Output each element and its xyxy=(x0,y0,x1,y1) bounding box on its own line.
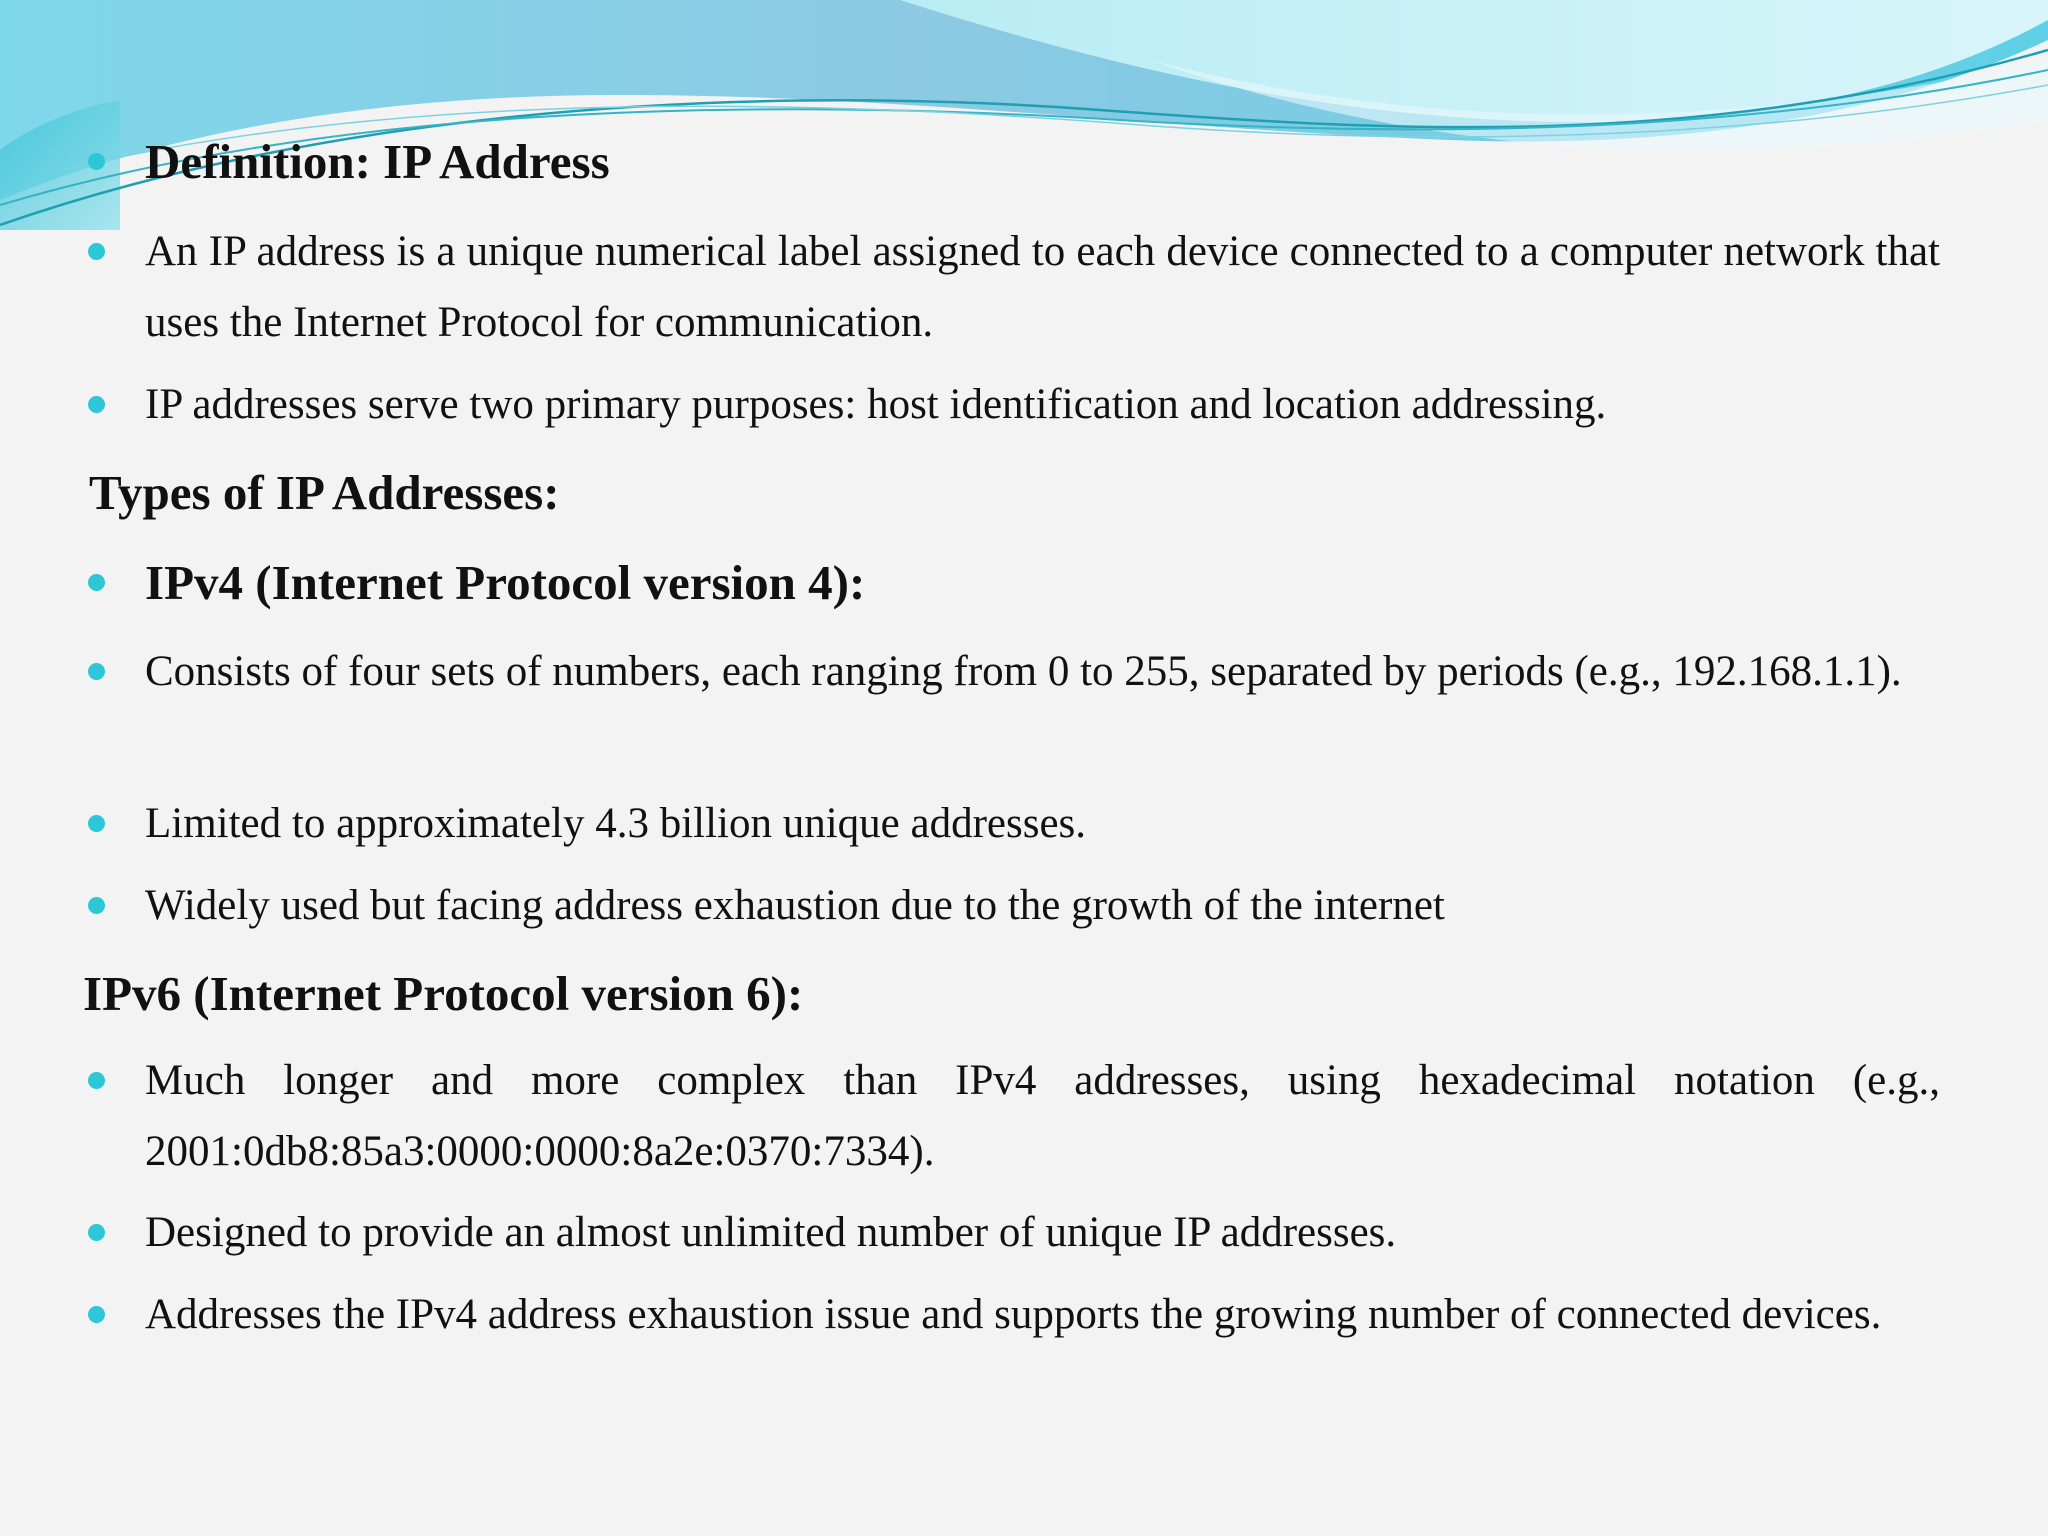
bullet-icon xyxy=(88,1224,105,1241)
bullet-icon xyxy=(88,574,105,591)
ipv6-point-text: Designed to provide an almost unlimited number of unique IP addresses. xyxy=(145,1209,1397,1256)
bullet-icon xyxy=(88,396,105,413)
bullet-icon xyxy=(88,1306,105,1323)
definition-point-text: IP addresses serve two primary purposes: host identification and location addressing. xyxy=(145,381,1607,428)
ipv4-point-text: Widely used but facing address exhaustion due to the growth of the internet xyxy=(145,882,1445,929)
definition-point-text: An IP address is a unique numerical label assigned to each device connected to a computer network that uses the Internet Protocol for communication. xyxy=(145,228,1940,346)
bullet-icon xyxy=(88,153,105,170)
types-heading: Types of IP Addresses: xyxy=(89,465,560,520)
ipv6-point-text: Addresses the IPv4 address exhaustion issue and supports the growing number of connected devices. xyxy=(145,1291,1882,1338)
ipv4-point-text: Consists of four sets of numbers, each ranging from 0 to 255, separated by periods (e.g., 192.168.1.1). xyxy=(145,648,1902,695)
ipv4-title: IPv4 (Internet Protocol version 4): xyxy=(145,555,866,610)
ipv6-title: IPv6 (Internet Protocol version 6): xyxy=(83,966,804,1021)
ipv4-point-text: Limited to approximately 4.3 billion unique addresses. xyxy=(145,800,1087,847)
bullet-icon xyxy=(88,243,105,260)
bullet-icon xyxy=(88,663,105,680)
bullet-icon xyxy=(88,815,105,832)
bullet-icon xyxy=(88,1072,105,1089)
bullet-icon xyxy=(88,897,105,914)
definition-title: Definition: IP Address xyxy=(145,134,610,189)
ipv6-point-text: Much longer and more complex than IPv4 addresses, using hexadecimal notation (e.g., 2001:0db8:85a3:0000:0000:8a2e:0370:7334). xyxy=(145,1057,1940,1175)
